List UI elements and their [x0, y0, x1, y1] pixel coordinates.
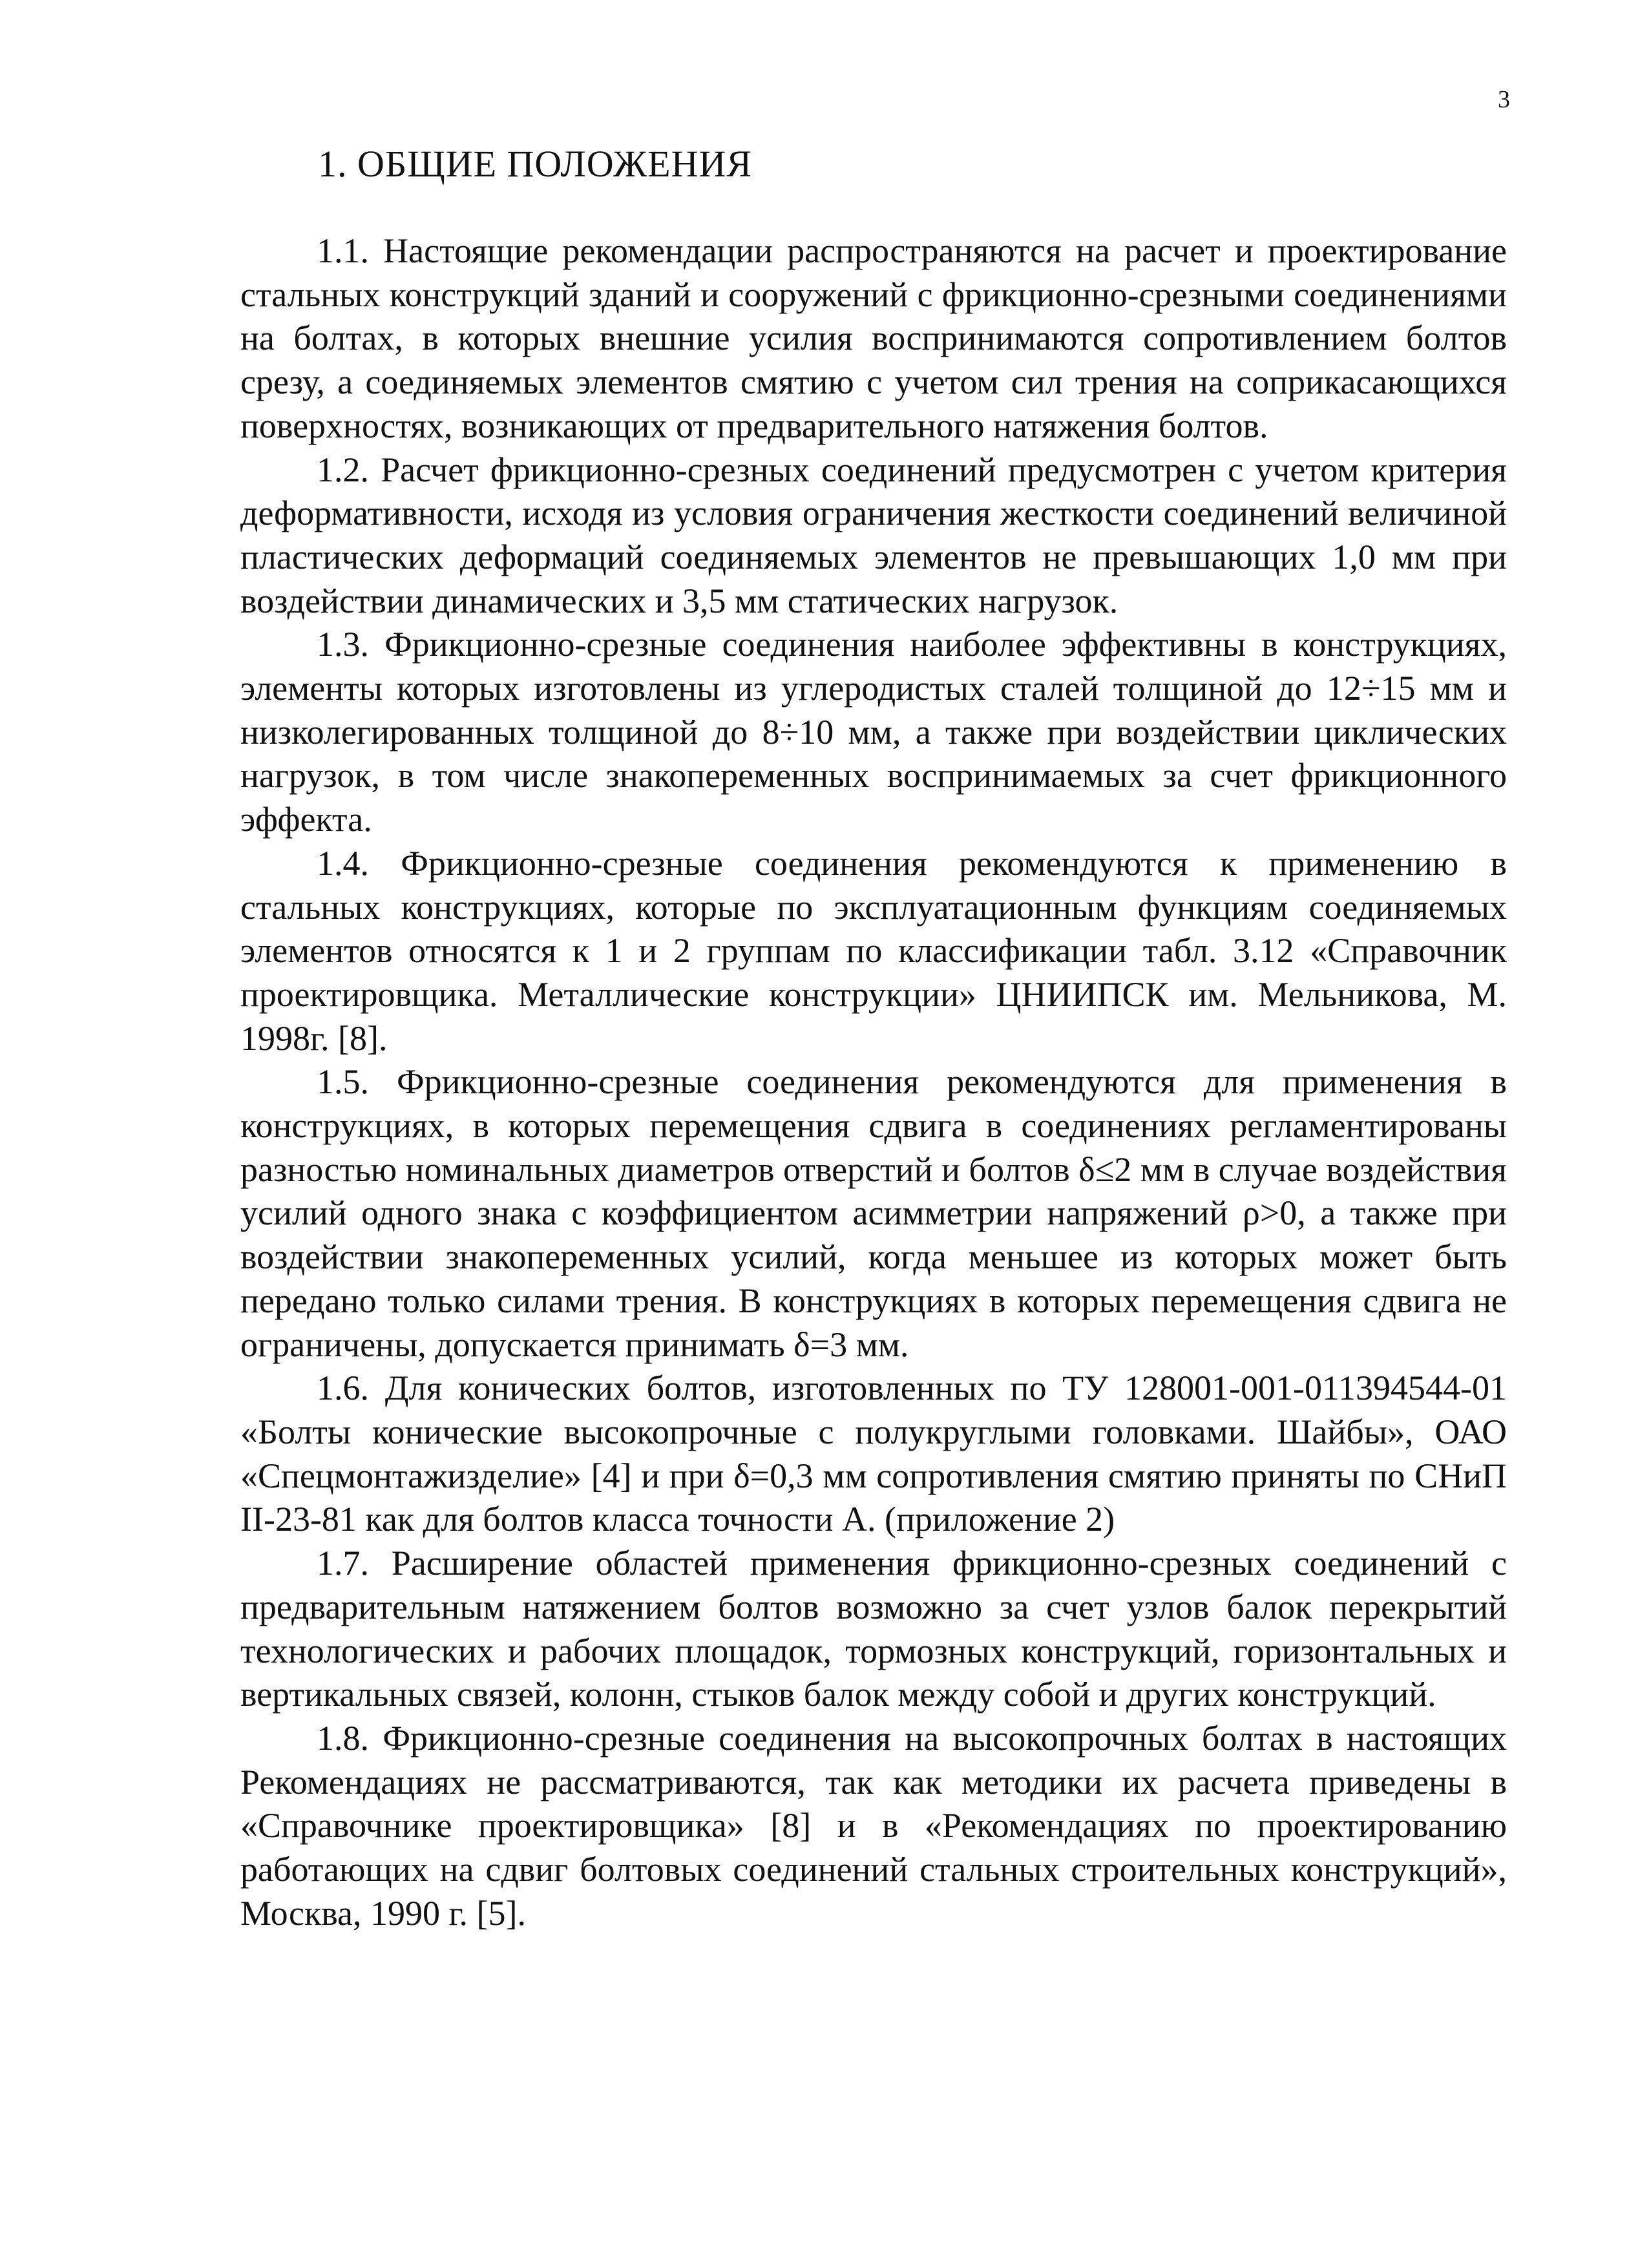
section-heading: [318, 142, 752, 185]
page-number: 3: [1498, 86, 1510, 113]
section-number: 1.: [318, 143, 348, 185]
paragraph-1-3: 1.3. Фрикционно-срезные соединения наиболее эффективны в конструкциях, элементы которых изготовлены из углеродистых сталей толщиной до 12÷15 мм и низколегированных толщиной до 8÷10 мм, а также при воздействии циклических нагрузок, в том числе знакопеременных воспринимаемых за счет фрикционного эффекта.: [240, 625, 1507, 839]
document-body: [240, 229, 1507, 1935]
paragraph-1-4: 1.4. Фрикционно-срезные соединения рекомендуются к применению в стальных конструкциях, которые по эксплуатационным функциям соединяемых элементов относятся к 1 и 2 группам по классификации табл. 3.12 «Справочник проектировщика. Металлические конструкции» ЦНИИПСК им. Мельникова, М. 1998г. [8].: [240, 843, 1507, 1058]
paragraph-1-1: 1.1. Настоящие рекомендации распространяются на расчет и проектирование стальных конструкций зданий и сооружений с фрикционно-срезными соединениями на болтах, в которых внешние усилия воспринимаются сопротивлением болтов срезу, а соединяемых элементов смятию с учетом сил трения на соприкасающихся поверхностях, возникающих от предварительного натяжения болтов.: [240, 231, 1507, 445]
paragraph-1-5: 1.5. Фрикционно-срезные соединения рекомендуются для применения в конструкциях, в которых перемещения сдвига в соединениях регламентированы разностью номинальных диаметров отверстий и болтов δ≤2 мм в случае воздействия усилий одного знака с коэффициентом асимметрии напряжений ρ>0, а также при воздействии знакопеременных усилий, когда меньшее из которых может быть передано только силами трения. В конструкциях в которых перемещения сдвига не ограничены, допускается принимать δ=3 мм.: [240, 1062, 1507, 1364]
paragraph-1-6: 1.6. Для конических болтов, изготовленных по ТУ 128001-001-011394544-01 «Болты конические высокопрочные с полукруглыми головками. Шайбы», ОАО «Спецмонтажизделие» [4] и при δ=0,3 мм сопротивления смятию приняты по СНиП II-23-81 как для болтов класса точности А. (приложение 2): [240, 1369, 1507, 1539]
section-title: ОБЩИЕ ПОЛОЖЕНИЯ: [357, 143, 753, 185]
paragraph-1-8: 1.8. Фрикционно-срезные соединения на высокопрочных болтах в настоящих Рекомендациях не рассматриваются, так как методики их расчета приведены в «Справочнике проектировщика» [8] и в «Рекомендациях по проектированию работающих на сдвиг болтовых соединений стальных строительных конструкций», Москва, 1990 г. [5].: [240, 1718, 1507, 1933]
paragraph-1-2: 1.2. Расчет фрикционно-срезных соединений предусмотрен с учетом критерия деформативности, исходя из условия ограничения жесткости соединений величиной пластических деформаций соединяемых элементов не превышающих 1,0 мм при воздействии динамических и 3,5 мм статических нагрузок.: [240, 450, 1507, 620]
paragraph-1-7: 1.7. Расширение областей применения фрикционно-срезных соединений с предварительным натяжением болтов возможно за счет узлов балок перекрытий технологических и рабочих площадок, тормозных конструкций, горизонтальных и вертикальных связей, колонн, стыков балок между собой и других конструкций.: [240, 1544, 1507, 1714]
